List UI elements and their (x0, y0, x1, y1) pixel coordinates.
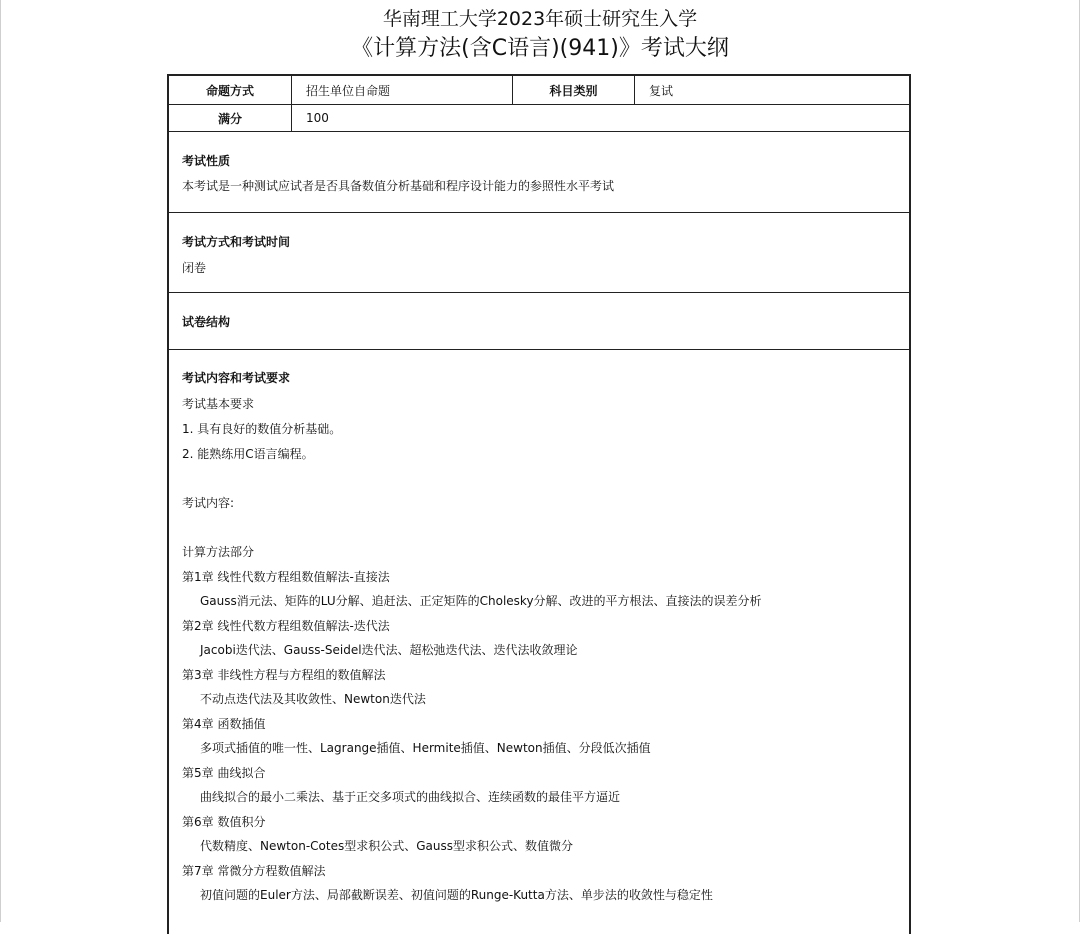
info-row-method (169, 76, 909, 105)
content-line: 考试内容: (182, 496, 235, 510)
document-title-line2: 《计算方法(含C语言)(941)》考试大纲 (351, 36, 729, 61)
chapter-topics: 多项式插值的唯一性、Lagrange插值、Hermite插值、Newton插值、分段低次插值 (200, 741, 651, 755)
content-line: 计算方法部分 (182, 545, 255, 559)
chapter-heading: 第6章 数值积分 (182, 815, 266, 829)
chapter-heading: 第4章 函数插值 (182, 717, 266, 731)
info-row-score (169, 105, 909, 132)
content-line: 考试基本要求 (182, 397, 255, 411)
chapter-topics: Gauss消元法、矩阵的LU分解、追赶法、正定矩阵的Cholesky分解、改进的平方根法、直接法的误差分析 (200, 594, 762, 608)
chapter-topics: 曲线拟合的最小二乘法、基于正交多项式的曲线拟合、连续函数的最佳平方逼近 (200, 790, 621, 804)
format-title: 考试方式和考试时间 (182, 235, 291, 249)
nature-title: 考试性质 (182, 154, 231, 168)
section-format (169, 213, 909, 293)
chapter-topics: Jacobi迭代法、Gauss-Seidel迭代法、超松弛迭代法、迭代法收敛理论 (200, 643, 578, 657)
method-value: 招生单位自命题 (306, 83, 391, 98)
chapter-topics: 初值问题的Euler方法、局部截断误差、初值问题的Runge-Kutta方法、单步法的收敛性与稳定性 (200, 888, 713, 902)
content-title: 考试内容和考试要求 (182, 371, 291, 385)
method-label: 命题方式 (205, 83, 254, 98)
score-label: 满分 (217, 111, 242, 126)
chapter-topics: 不动点迭代法及其收敛性、Newton迭代法 (200, 692, 426, 706)
chapter-heading: 第5章 曲线拟合 (182, 766, 266, 780)
chapter-heading: 第7章 常微分方程数值解法 (182, 864, 326, 878)
structure-title: 试卷结构 (182, 315, 231, 329)
nature-text: 本考试是一种测试应试者是否具备数值分析基础和程序设计能力的参照性水平考试 (182, 179, 615, 193)
content-line: 1. 具有良好的数值分析基础。 (182, 422, 342, 436)
syllabus-table (167, 74, 911, 934)
format-text: 闭卷 (182, 261, 207, 275)
category-value: 复试 (649, 83, 674, 98)
chapter-heading: 第1章 线性代数方程组数值解法-直接法 (182, 570, 390, 584)
category-label: 科目类别 (549, 83, 598, 98)
page-edge-left (0, 0, 1, 922)
section-nature (169, 132, 909, 213)
chapter-heading: 第3章 非线性方程与方程组的数值解法 (182, 668, 386, 682)
score-value: 100 (306, 111, 329, 125)
content-line: 2. 能熟练用C语言编程。 (182, 447, 314, 461)
chapter-topics: 代数精度、Newton-Cotes型求积公式、Gauss型求积公式、数值微分 (200, 839, 573, 853)
section-structure (169, 293, 909, 350)
document-title-line1: 华南理工大学2023年硕士研究生入学 (382, 8, 698, 30)
chapter-heading: 第2章 线性代数方程组数值解法-迭代法 (182, 619, 390, 633)
